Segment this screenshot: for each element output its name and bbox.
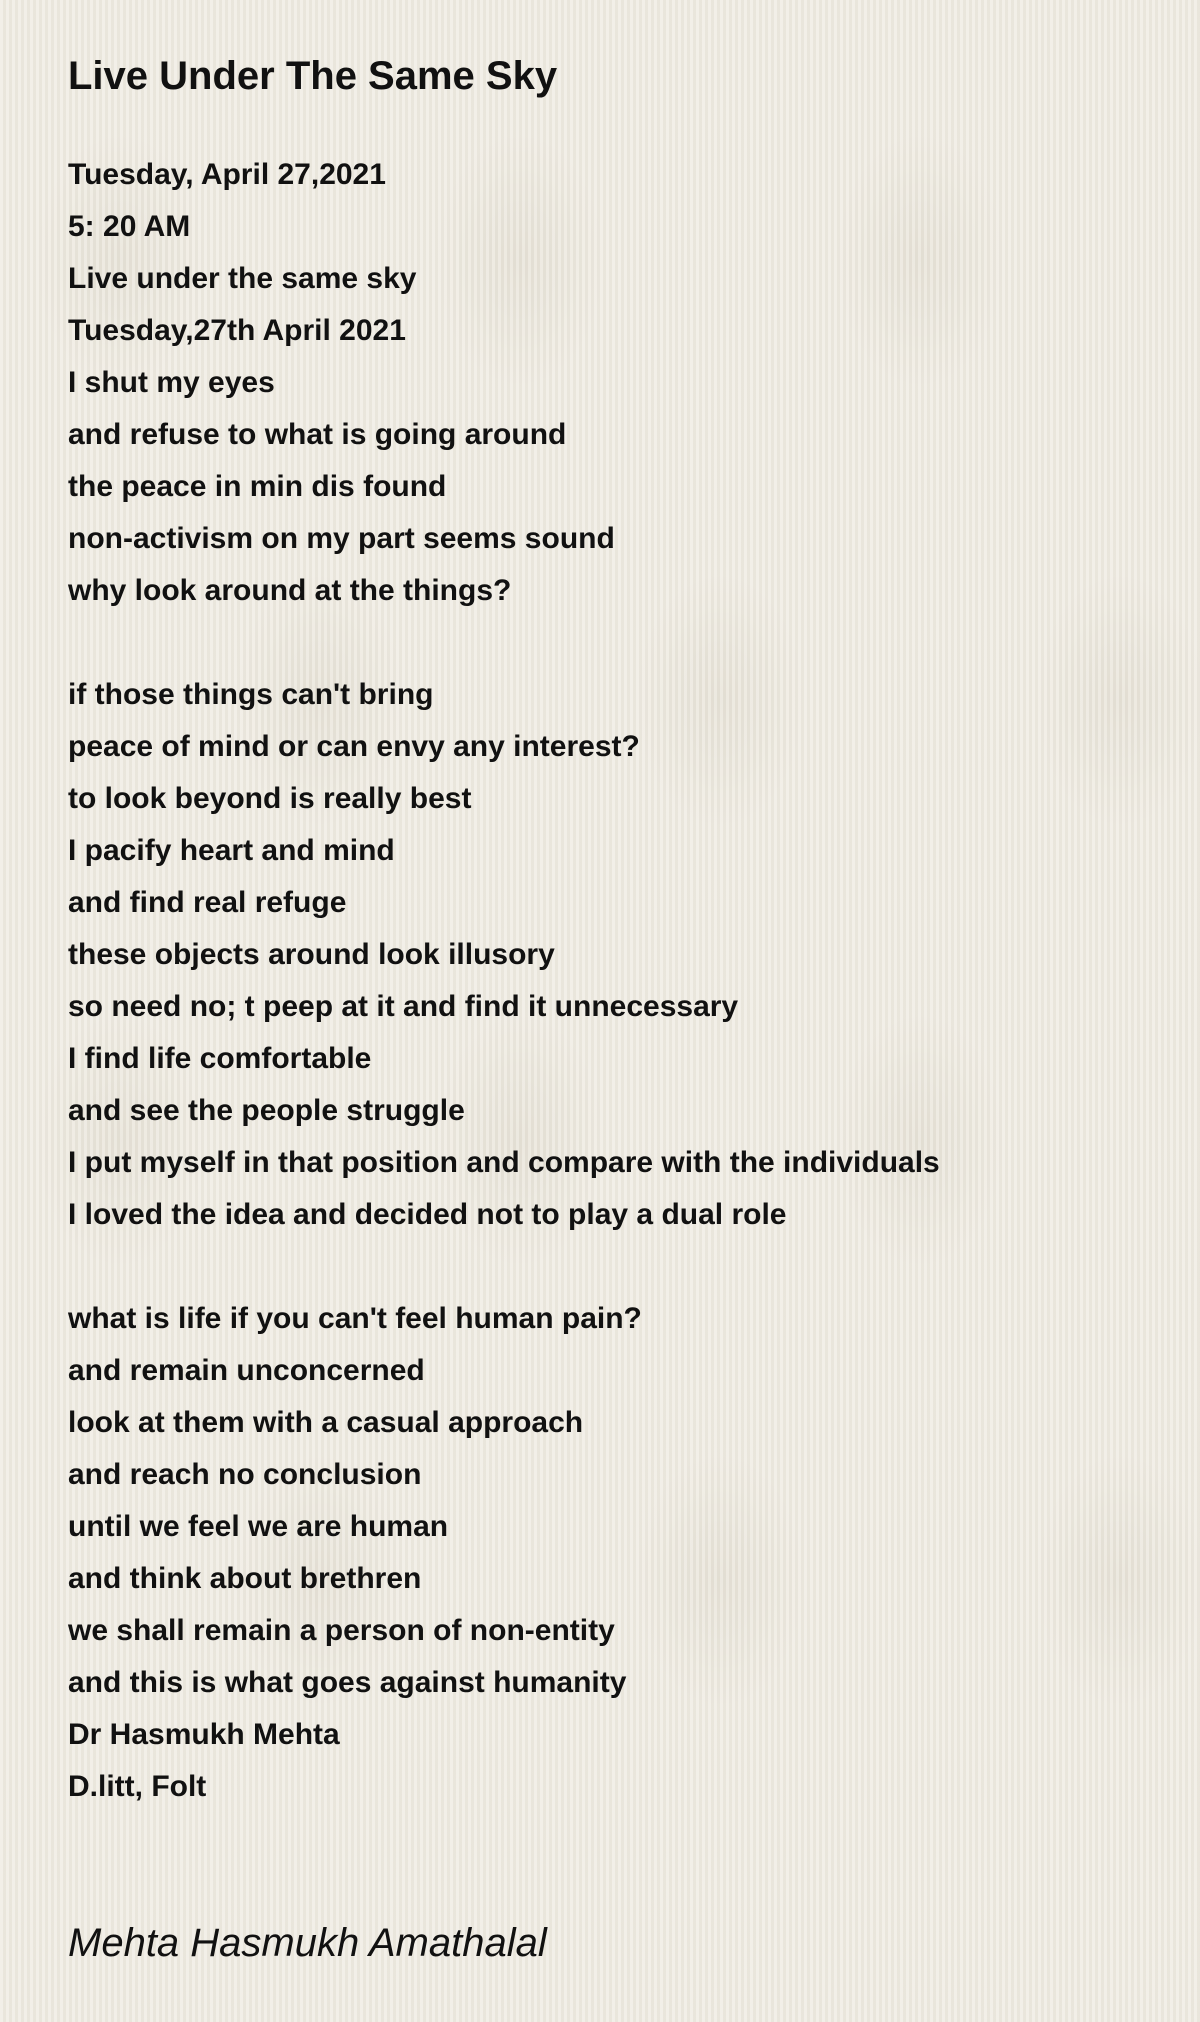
poem-line: Tuesday,27th April 2021 — [68, 314, 406, 347]
stanza-break — [68, 1241, 1168, 1293]
poem-line: why look around at the things? — [68, 574, 512, 607]
poem-line: I loved the idea and decided not to play a dual role — [68, 1198, 787, 1231]
poem-line: and find real refuge — [68, 886, 347, 919]
poem-title: Live Under The Same Sky — [68, 54, 558, 98]
poem-line: and think about brethren — [68, 1562, 422, 1595]
poem-line: non-activism on my part seems sound — [68, 522, 615, 555]
poem-line: 5: 20 AM — [68, 210, 191, 243]
poem-line: I shut my eyes — [68, 366, 275, 399]
poem-line: these objects around look illusory — [68, 938, 555, 971]
poem-line: to look beyond is really best — [68, 782, 472, 815]
poem-line: I find life comfortable — [68, 1042, 372, 1075]
poem-body — [68, 149, 1168, 1813]
poem-line: and see the people struggle — [68, 1094, 465, 1127]
poem-line: so need no; t peep at it and find it unnecessary — [68, 990, 739, 1023]
poem-line: what is life if you can't feel human pain? — [68, 1302, 642, 1335]
poem-line: Dr Hasmukh Mehta — [68, 1718, 340, 1751]
poem-line: until we feel we are human — [68, 1510, 449, 1543]
poem-line: Live under the same sky — [68, 262, 417, 295]
poem-line: and remain unconcerned — [68, 1354, 425, 1387]
poem-line: I pacify heart and mind — [68, 834, 395, 867]
poem-line: Tuesday, April 27,2021 — [68, 158, 386, 191]
poem-line: and reach no conclusion — [68, 1458, 422, 1491]
poem-line: look at them with a casual approach — [68, 1406, 584, 1439]
poem-line: and this is what goes against humanity — [68, 1666, 627, 1699]
poem-line: I put myself in that position and compare with the individuals — [68, 1146, 940, 1179]
poem-line: peace of mind or can envy any interest? — [68, 730, 640, 763]
poem-line: and refuse to what is going around — [68, 418, 567, 451]
poem-line: D.litt, Folt — [68, 1770, 207, 1803]
poem-author: Mehta Hasmukh Amathalal — [68, 1921, 547, 1965]
poem-line: if those things can't bring — [68, 678, 434, 711]
poem-line: we shall remain a person of non-entity — [68, 1614, 615, 1647]
stanza-break — [68, 617, 1168, 669]
poem-line: the peace in min dis found — [68, 470, 447, 503]
